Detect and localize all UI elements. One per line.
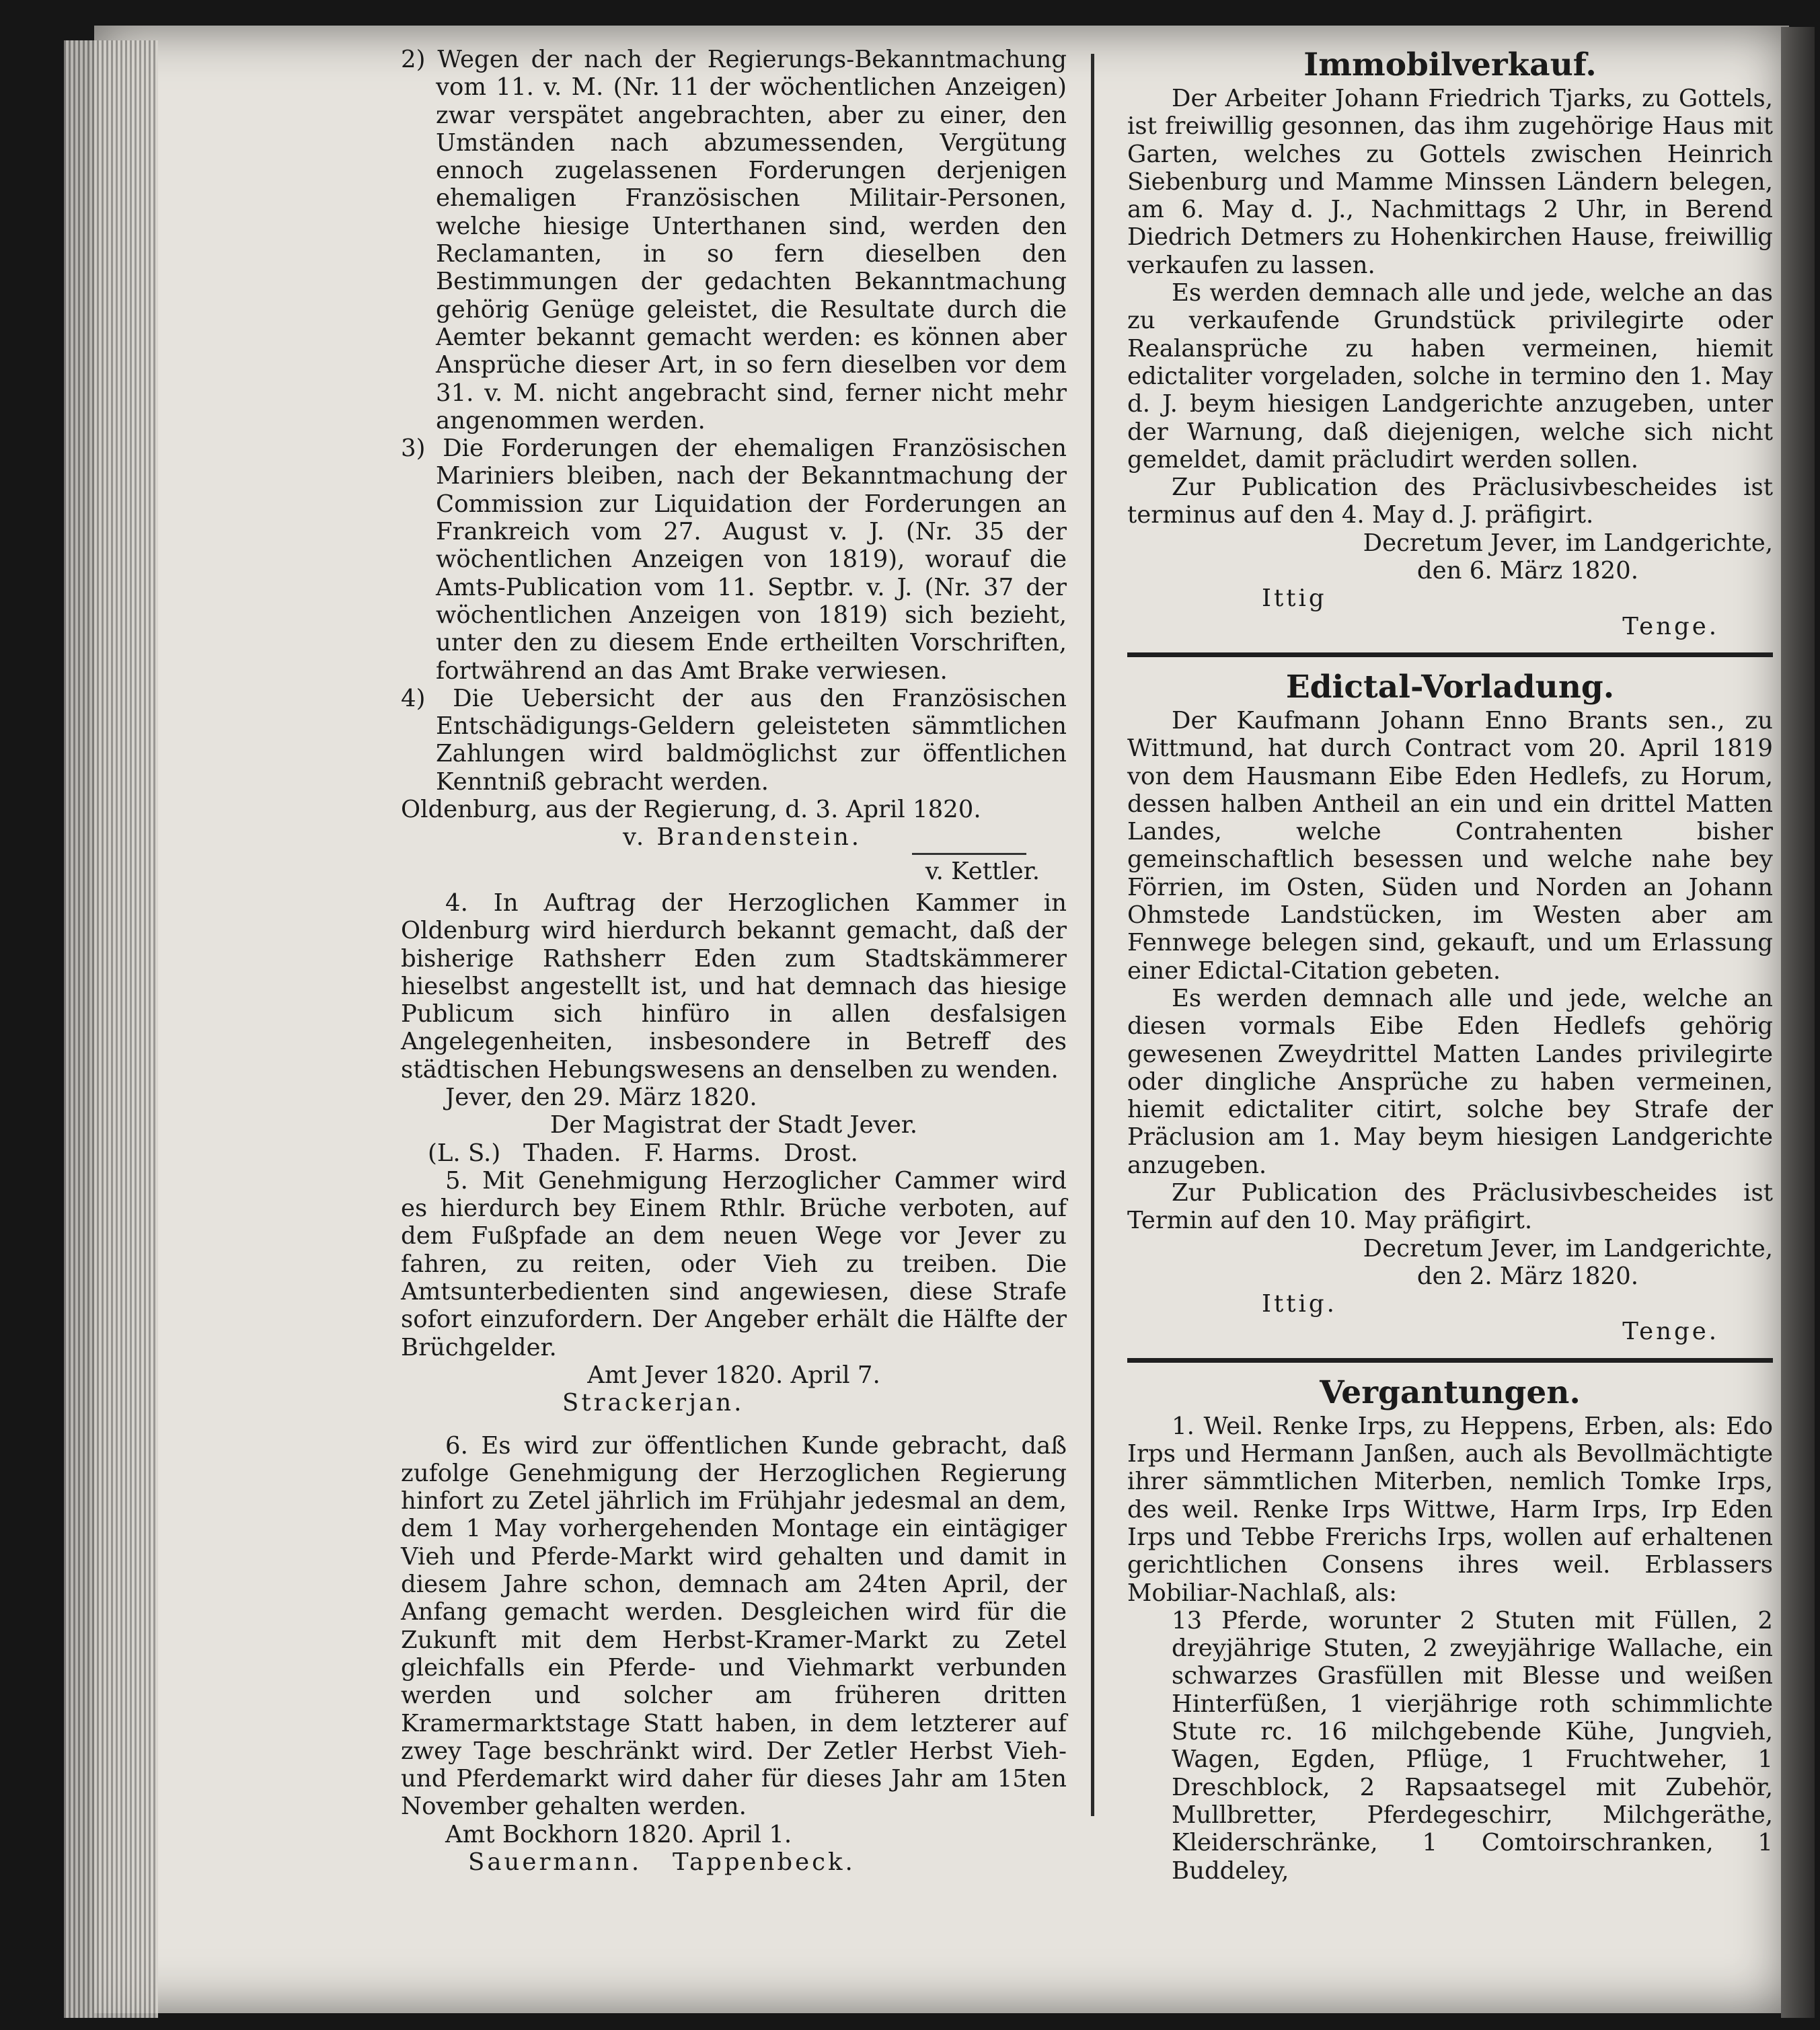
notice-6-text: 6. Es wird zur öffentlichen Kunde gebracht, daß zufolge Genehmigung der Herzoglichen Regierung hinfort zu Zetel jährlich im Frühjahr jedesmal an dem, dem 1 May vorhergehenden Montage ein eintägiger Vieh und Pferde-Markt wird gehalten und damit in diesem Jahre schon, demnach am 24ten April, der Anfang gemacht werden. Desgleichen wird für die Zukunft mit dem Herbst-Kramer-Markt zu Zetel gleichfalls ein Pferde- und Viehmarkt verbunden werden und solcher am früheren dritten Kramermarktstage Statt haben, in dem letzterer auf zwey Tage beschränkt wird. Der Zetler Herbst Vieh- und Pferdemarkt wird daher für dieses Jahr am 15ten November gehalten werden. xyxy=(401,1431,1067,1821)
decretum-1: Decretum Jever, im Landgerichte, xyxy=(1363,529,1773,557)
book-gutter xyxy=(1781,27,1815,2018)
immobil-paragraph-3: Zur Publication des Präclusivbescheides ist terminus auf den 4. May d. J. präfigirt. xyxy=(1127,474,1773,529)
section-rule-2 xyxy=(1127,1358,1773,1363)
section-rule-1 xyxy=(1127,652,1773,657)
decretum-2: Decretum Jever, im Landgerichte, xyxy=(1363,1234,1773,1263)
heading-vergantungen: Vergantungen. xyxy=(1320,1374,1581,1411)
vergant-paragraph-2: 13 Pferde, worunter 2 Stuten mit Füllen, 2 dreyjährige Stuten, 2 zweyjährige Wallache, ein schwarzes Grasfüllen mit Blesse und weißen Hinterfüßen, 1 vierjährige roth schimmlichte Stute rc. 16 milchgebende Kühe, Jungvieh, Wagen, Egden, Pflüge, 1 Fruchtweher, 1 Dreschblock, 2 Rapsaatsegel mit Zubehör, Mullbretter, Pferdegeschirr, Milchgeräthe, Kleiderschränke, 1 Comtoirschranken, 1 Buddeley, xyxy=(1172,1606,1773,1885)
immobil-paragraph-1: Der Arbeiter Johann Friedrich Tjarks, zu Gottels, ist freiwillig gesonnen, das ihm zugehörige Haus mit Garten, welches zu Gottels zwischen Heinrich Siebenburg und Mamme Minssen Ländern belegen, am 6. May d. J., Nachmittags 2 Uhr, in Berend Diedrich Detmers zu Hohenkirchen Hause, freiwillig verkaufen zu lassen. xyxy=(1127,85,1773,279)
heading-immobilverkauf: Immobilverkauf. xyxy=(1303,46,1597,83)
amt-jever-dateline: Amt Jever 1820. April 7. xyxy=(587,1361,880,1389)
oldenburg-dateline: Oldenburg, aus der Regierung, d. 3. April 1820. xyxy=(401,796,981,824)
right-column xyxy=(1127,46,1773,1885)
heading-edictal-vorladung: Edictal-Vorladung. xyxy=(1285,668,1615,706)
signature-tenge-1: Tenge. xyxy=(1622,612,1719,640)
vergant-paragraph-1: 1. Weil. Renke Irps, zu Heppens, Erben, als: Edo Irps und Hermann Janßen, auch als Bevollmächtigte ihrer sämmtlichen Miterben, nemlich Tomke Irps, des weil. Renke Irps Wittwe, Harm Irps, Irp Eden Irps und Tebbe Frerichs Irps, wollen auf erhaltenen gerichtlichen Consens ihres weil. Erblassers Mobiliar-Nachlaß, als: xyxy=(1127,1412,1773,1607)
item-3-text: 3) Die Forderungen der ehemaligen Französischen Mariniers bleiben, nach der Bekanntmachung der Commission zur Liquidation der Forderungen an Frankreich vom 27. August v. J. (Nr. 35 der wöchentlichen Anzeigen von 1819), worauf die Amts-Publication vom 11. Septbr. v. J. (Nr. 37 der wöchentlichen Anzeigen von 1819) sich bezieht, unter den zu diesem Ende ertheilten Vorschriften, fortwährend an das Amt Brake verwiesen. xyxy=(401,435,1067,685)
signature-brandenstein: v. Brandenstein. xyxy=(623,823,862,852)
notice-4-text: 4. In Auftrag der Herzoglichen Kammer in Oldenburg wird hierdurch bekannt gemacht, daß der bisherige Rathsherr Eden zum Stadtskämmerer hieselbst angestellt ist, und hat demnach das hiesige Publicum sich hinfüro in allen desfalsigen Angelegenheiten, insbesondere in Betreff des städtischen Hebungswesens an denselben zu wenden. xyxy=(401,889,1067,1084)
jever-dateline: Jever, den 29. März 1820. xyxy=(445,1083,757,1111)
edictal-paragraph-3: Zur Publication des Präclusivbescheides ist Termin auf den 10. May präfigirt. xyxy=(1127,1178,1773,1235)
edictal-paragraph-1: Der Kaufmann Johann Enno Brants sen., zu Wittmund, hat durch Contract vom 20. April 1819 von dem Hausmann Eibe Eden Hedlefs, zu Horum, dessen halben Antheil an ein und ein drittel Matten Landes, welche Contrahenten bisher gemeinschaftlich besessen und welche nahe bey Förrien, im Osten, Süden und Norden an Johann Ohmstede Landstücken, im Westen aber am Fennwege belegen sind, gekauft, und um Erlassung einer Edictal-Citation gebeten. xyxy=(1127,706,1773,985)
amt-bockhorn-dateline: Amt Bockhorn 1820. April 1. xyxy=(445,1820,792,1848)
edictal-paragraph-2: Es werden demnach alle und jede, welche an diesen vormals Eibe Eden Hedlefs gehörig gewesenen Zweydrittel Matten Landes privilegirte oder dingliche Ansprüche zu haben vermeinen, hiemit edictaliter citirt, solche bey Strafe der Präclusion am 1. May beym hiesigen Landgerichte anzugeben. xyxy=(1127,984,1773,1179)
signature-ittig-1: Ittig xyxy=(1262,585,1327,613)
stacked-page-edges xyxy=(64,40,158,2018)
signature-strackerjan: Strackerjan. xyxy=(562,1389,745,1417)
column-divider xyxy=(1091,54,1094,1816)
signature-tenge-2: Tenge. xyxy=(1622,1318,1719,1346)
notice-4-signatures: (L. S.) Thaden. F. Harms. Drost. xyxy=(428,1139,858,1167)
item-2-text: 2) Wegen der nach der Regierungs-Bekanntmachung vom 11. v. M. (Nr. 11 der wöchentlichen Anzeigen) zwar verspätet angebrachten, aber zu einer, den Umständen nach abzumessenden, Vergütung ennoch zugelassenen Forderungen derjenigen ehemaligen Französischen Militair-Personen, welche hiesige Unterthanen sind, werden den Reclamanten, in so fern dieselben den Bestimmungen der gedachten Bekanntmachung gehörig Genüge geleistet, die Resultate durch die Aemter bekannt gemacht werden: es können aber Ansprüche dieser Art, in so fern dieselben vor dem 31. v. M. nicht angebracht sind, ferner nicht mehr angenommen werden. xyxy=(401,46,1067,435)
signature-kettler: v. Kettler. xyxy=(925,857,1040,885)
magistrat-signature: Der Magistrat der Stadt Jever. xyxy=(549,1111,918,1139)
left-column xyxy=(401,46,1067,1876)
decretum-1-date: den 6. März 1820. xyxy=(1416,557,1638,585)
notice-6-signatures: Sauermann. Tappenbeck. xyxy=(468,1848,856,1876)
signature-rule xyxy=(912,853,1026,855)
item-4-text: 4) Die Uebersicht der aus den Französischen Entschädigungs-Geldern geleisteten sämmtlichen Zahlungen wird baldmöglichst zur öffentlichen Kenntniß gebracht werden. xyxy=(401,684,1067,796)
decretum-2-date: den 2. März 1820. xyxy=(1416,1262,1638,1290)
signature-ittig-2: Ittig. xyxy=(1262,1290,1337,1318)
notice-5-text: 5. Mit Genehmigung Herzoglicher Cammer wird es hierdurch bey Einem Rthlr. Brüche verboten, auf dem Fußpfade an dem neuen Wege vor Jever zu fahren, zu reiten, oder Vieh zu treiben. Die Amtsunterbedienten sind angewiesen, diese Strafe sofort einzufordern. Der Angeber erhält die Hälfte der Brüchgelder. xyxy=(401,1166,1067,1361)
immobil-paragraph-2: Es werden demnach alle und jede, welche an das zu verkaufende Grundstück privilegirte oder Realansprüche zu haben vermeinen, hiemit edictaliter vorgeladen, solche in termino den 1. May d. J. beym hiesigen Landgerichte anzugeben, unter der Warnung, daß diejenigen, welche sich nicht gemeldet, damit präcludirt werden sollen. xyxy=(1127,279,1773,474)
